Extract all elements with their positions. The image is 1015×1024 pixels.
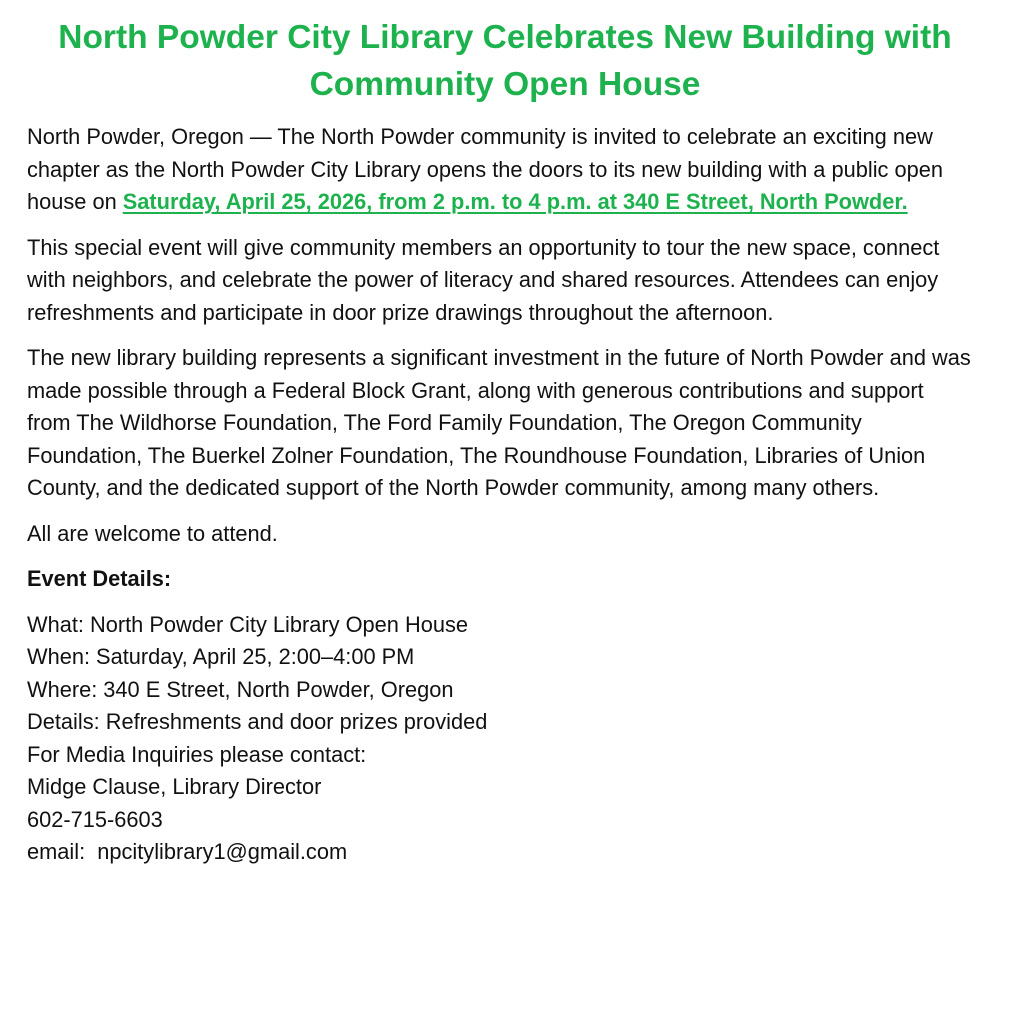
intro-paragraph — [27, 121, 971, 219]
funding-paragraph: The new library building represents a significant investment in the future of North Powder and was made possible through a Federal Block Grant, along with generous contributions and support from The Wildhorse Foundation, The Ford Family Foundation, The Oregon Community Foundation, The Buerkel Zolner Foundation, The Roundhouse Foundation, Libraries of Union County, and the dedicated support of the North Powder community, among many others. — [27, 345, 971, 500]
event-details-list — [27, 609, 971, 869]
detail-what: What: North Powder City Library Open House — [27, 611, 468, 637]
detail-where: Where: 340 E Street, North Powder, Oregon — [27, 676, 454, 702]
page-title: North Powder City Library Celebrates New Building with Community Open House — [58, 19, 952, 103]
contact-name: Midge Clause, Library Director — [27, 774, 322, 799]
media-inquiries: For Media Inquiries please contact: — [27, 741, 367, 767]
event-details-heading: Event Details: — [27, 566, 172, 591]
intro-text: North Powder, Oregon — The North Powder community is invited to celebrate an exciting new chapter as the North Powder City Library opens the doors to its new building with a public open house on — [27, 124, 943, 214]
contact-email: email: npcitylibrary1@gmail.com — [27, 839, 348, 864]
contact-phone: 602-715-6603 — [27, 806, 163, 832]
detail-info: Details: Refreshments and door prizes provided — [27, 709, 488, 734]
welcome-paragraph: All are welcome to attend. — [27, 520, 278, 546]
detail-when: When: Saturday, April 25, 2:00–4:00 PM — [27, 644, 415, 669]
event-description-paragraph: This special event will give community members an opportunity to tour the new space, connect with neighbors, and celebrate the power of literacy and shared resources. Attendees can enjoy refreshments and participate in door prize drawings throughout the afternoon. — [27, 234, 940, 325]
event-date-location-link[interactable]: Saturday, April 25, 2026, from 2 p.m. to 4 p.m. at 340 E Street, North Powder. — [122, 189, 908, 214]
